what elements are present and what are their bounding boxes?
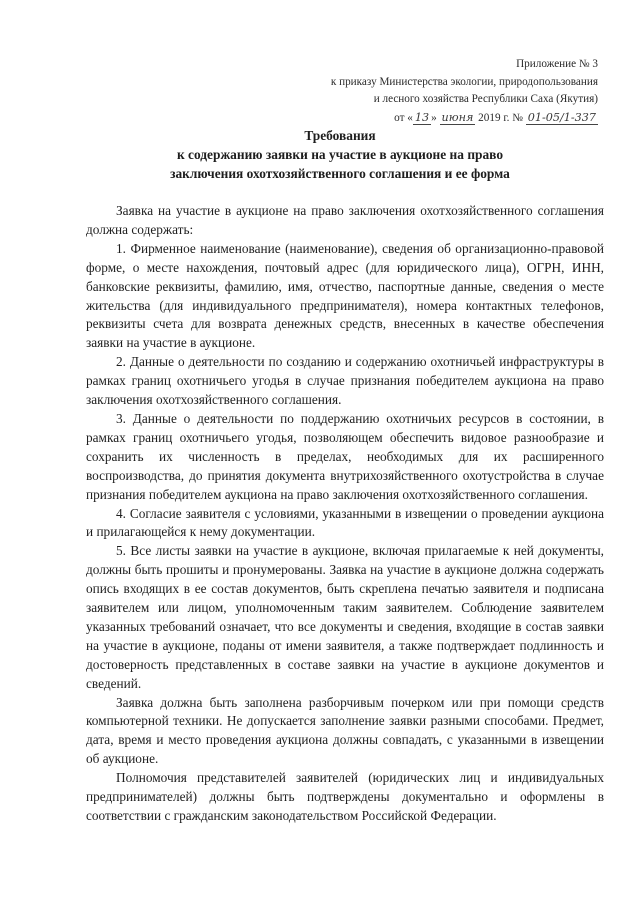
annex-header — [331, 56, 598, 127]
date-month-handwritten: июня — [441, 110, 474, 124]
annex-number: Приложение № 3 — [516, 58, 598, 70]
paragraph-intro: Заявка на участие в аукционе на право заключения охотхозяйственного соглашения должна содержать: — [86, 203, 604, 237]
annex-date-line — [331, 109, 598, 128]
title-line-3: заключения охотхозяйственного соглашения и ее форма — [170, 166, 510, 181]
paragraph-representatives: Полномочия представителей заявителей (юридических лиц и индивидуальных предпринимателей) должны быть подтверждены документально и оформлены в соответствии с гражданским законодательством Российской Федерации. — [86, 770, 604, 823]
paragraph-filling-rules: Заявка должна быть заполнена разборчивым почерком или при помощи средств компьютерной техники. Не допускается заполнение заявки разными способами. Предмет, дата, время и место проведения аукциона должны совпадать, с указанными в извещении об аукционе. — [86, 694, 604, 767]
document-body — [86, 202, 604, 826]
paragraph-item-5: 5. Все листы заявки на участие в аукционе, включая прилагаемые к ней документы, должны быть прошиты и пронумерованы. Заявка на участие в аукционе должна содержать опись входящих в ее состав документов, быть скреплена печатью заявителя и подписана заявителем или лицом, уполномоченным таким заявителем. Соблюдение заявителем указанных требований означает, что все документы и сведения, входящие в состав заявки на участие в аукционе, поданы от имени заявителя, а также подтверждает подлинность и достоверность представленных в составе заявки на участие в аукционе документов и сведений. — [86, 543, 604, 691]
date-day-handwritten: 13 — [414, 110, 430, 124]
paragraph-item-3: 3. Данные о деятельности по поддержанию охотничьих ресурсов в состоянии, в рамках границ охотничьего угодья, позволяющем обеспечить видовое разнообразие и сохранить их численность в пределах, необходимых для их расширенного воспроизводства, до принятия документа внутрихозяйственного охотустройства в случае признания победителем аукциона на право заключения охотхозяйственного соглашения. — [86, 410, 604, 502]
date-prefix: от « — [394, 111, 413, 124]
title-line-1: Требования — [304, 128, 376, 143]
document-title — [80, 126, 600, 183]
paragraph-item-1: 1. Фирменное наименование (наименование), сведения об организационно-правовой форме, о месте нахождения, почтовый адрес (для юридического лица), ОГРН, ИНН, банковские реквизиты, фамилию, имя, отчество, паспортные данные, сведения о месте жительства (для индивидуального предпринимателя), номера контактных телефонов, реквизиты счета для возврата денежных средств, внесенных в качестве обеспечения заявки на участие в аукционе. — [86, 240, 604, 351]
date-mid: » — [431, 111, 437, 124]
order-number-handwritten: 01-05/1-337 — [527, 110, 596, 124]
annex-order-ref: к приказу Министерства экологии, природопользования — [330, 75, 598, 88]
title-line-2: к содержанию заявки на участие в аукционе на право — [176, 147, 504, 162]
paragraph-item-4: 4. Согласие заявителя с условиями, указанными в извещении о проведении аукциона и прилагающейся к нему документации. — [86, 505, 604, 540]
date-year: 2019 г. № — [478, 111, 523, 124]
annex-ministry: и лесного хозяйства Республики Саха (Якутия) — [373, 93, 598, 105]
paragraph-item-2: 2. Данные о деятельности по созданию и содержанию охотничьей инфраструктуры в рамках границ охотничьего угодья в случае признания победителем аукциона на право заключения охотхозяйственного соглашения. — [86, 354, 604, 408]
